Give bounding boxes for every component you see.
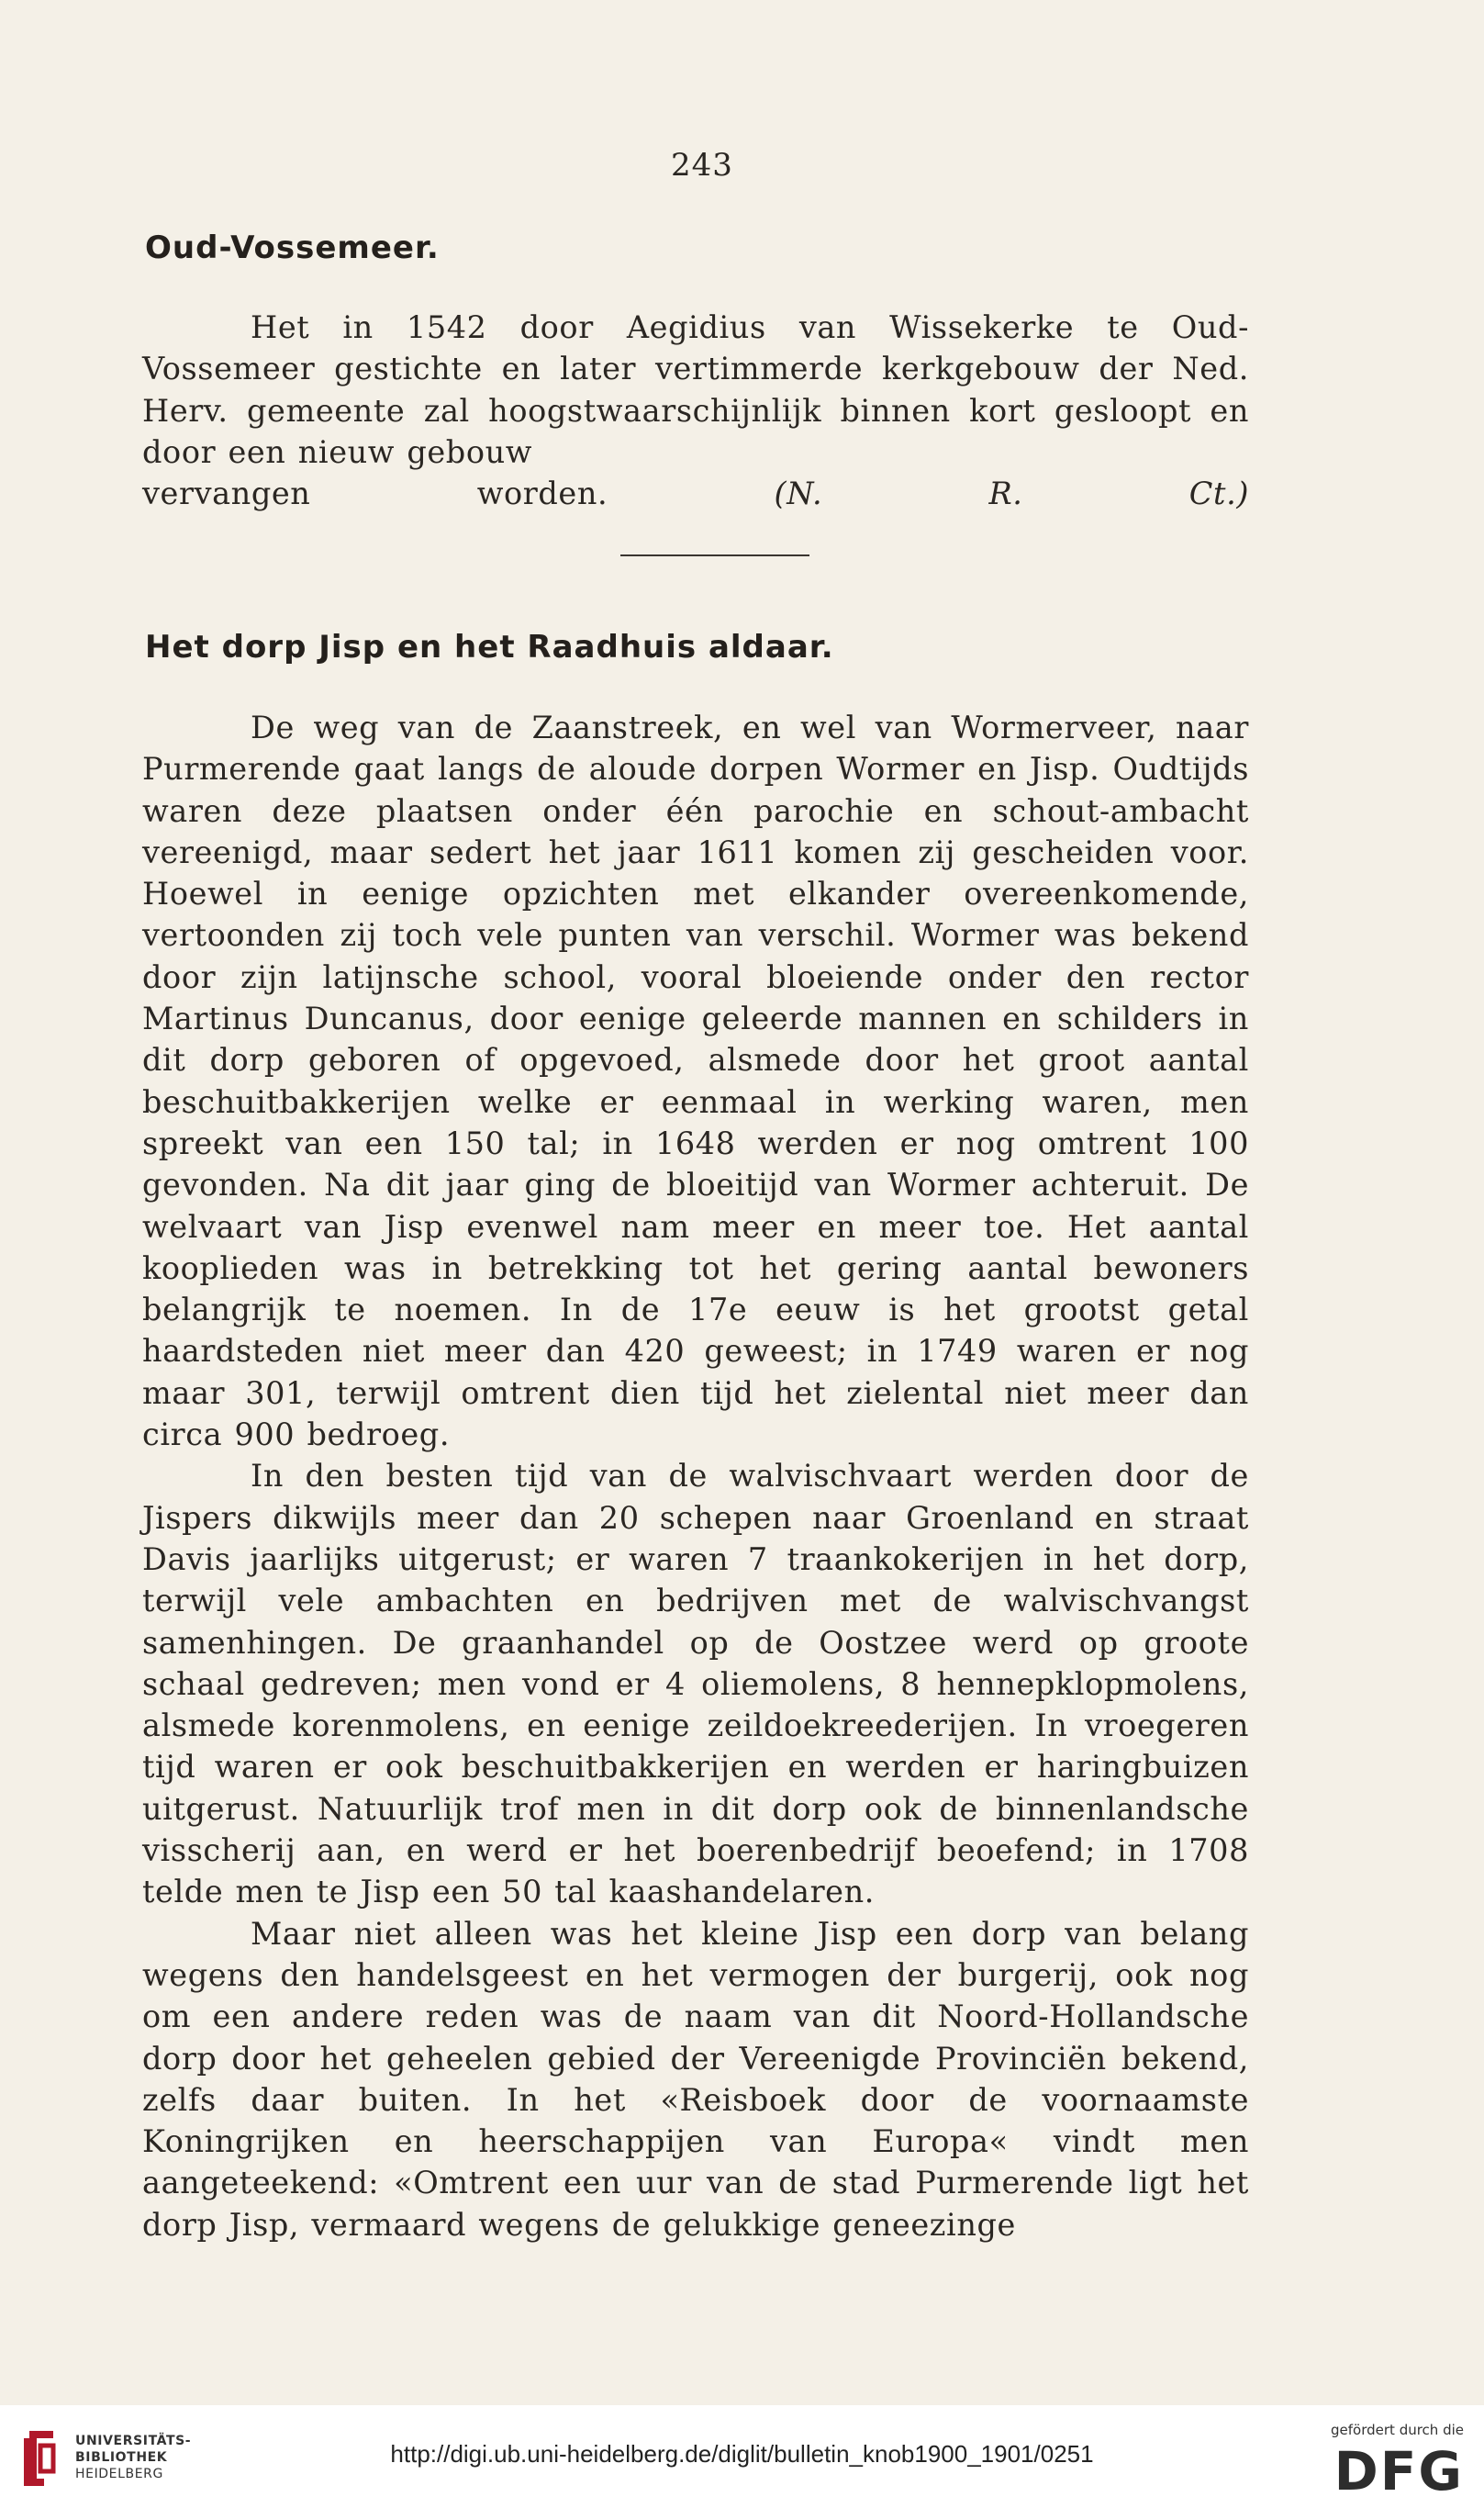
section-title-jisp: Het dorp Jisp en het Raadhuis aldaar.: [145, 629, 834, 666]
section-divider: [620, 554, 809, 556]
section-body-jisp: [142, 707, 1249, 2245]
paragraph: In den besten tijd van de walvischvaart werden door de Jispers dikwijls meer dan 20 schepen naar Groenland en straat Davis jaarlijks uitgerust; er waren 7 traankokerijen in het dorp, terwijl vele ambachten en bedrijven met de walvischvangst samenhingen. De graanhandel op de Oostzee werd op groote schaal gedreven; men vond er 4 oliemolens, 8 hennepklopmolens, alsmede korenmolens, en eenige zeildoekreederijen. In vroegeren tijd waren er ook beschuitbakkerijen en werden er haringbuizen uitgerust. Natuurlijk trof men in dit dorp ook de binnenlandsche visscherij aan, en werd er het boerenbedrijf beoefend; in 1708 telde men te Jisp een 50 tal kaashandelaren.: [142, 1458, 1249, 1910]
paragraph: De weg van de Zaanstreek, en wel van Wormerveer, naar Purmerende gaat langs de aloude dorpen Wormer en Jisp. Oudtijds waren deze plaatsen onder één parochie en schout-ambacht vereenigd, maar sedert het jaar 1611 komen zij gescheiden voor. Hoewel in eenige opzichten met elkander overeenkomende, vertoonden zij toch vele punten van verschil. Wormer was bekend door zijn latijnsche school, vooral bloeiende onder den rector Martinus Duncanus, door eenige geleerde mannen en schilders in dit dorp geboren of opgevoed, alsmede door het groot aantal beschuitbakkerijen welke er eenmaal in werking waren, men spreekt van een 150 tal; in 1648 werden er nog omtrent 100 gevonden. Na dit jaar ging de bloeitijd van Wormer achteruit. De welvaart van Jisp evenwel nam meer en meer toe. Het aantal kooplieden was in betrekking tot het gering aantal bewoners belangrijk te noemen. In de 17e eeuw is het grootst getal haardsteden niet meer dan 420 geweest; in 1749 waren er nog maar 301, terwijl omtrent dien tijd het zielental niet meer dan circa 900 bedroeg.: [142, 710, 1249, 1453]
paragraph: [142, 307, 1249, 473]
library-name-line: HEIDELBERG: [75, 2467, 163, 2481]
paragraph-last-line: vervangen worden.: [142, 476, 608, 512]
document-url-link[interactable]: http://digi.ub.uni-heidelberg.de/diglit/bulletin_knob1900_1901/0251: [390, 2440, 1094, 2468]
source-signature: (N. R. Ct.): [774, 476, 1249, 512]
section-title-oud-vossemeer: Oud-Vossemeer.: [145, 230, 440, 266]
footer-bar: [0, 2405, 1484, 2508]
paragraph-text: Het in 1542 door Aegidius van Wissekerke te Oud-Vossemeer gestichte en later vertimmerde kerkgebouw der Ned. Herv. gemeente zal hoogstwaarschijnlijk binnen kort gesloopt en door een nieuw gebouw: [142, 309, 1249, 470]
page-number: 243: [671, 147, 733, 184]
dfg-logo: DFG: [1333, 2440, 1464, 2502]
signature-line: [142, 473, 1249, 514]
library-name-line: BIBLIOTHEK: [75, 2450, 168, 2465]
library-name-line: UNIVERSITÄTS-: [75, 2434, 192, 2448]
section-body-oud-vossemeer: [142, 307, 1249, 514]
paragraph: Maar niet alleen was het kleine Jisp een dorp van belang wegens den handelsgeest en het vermogen der burgerij, ook nog om een andere reden was de naam van dit Noord-Hollandsche dorp door het geheelen gebied der Vereenigde Provinciën bekend, zelfs daar buiten. In het «Reisboek door de voornaamste Koningrijken en heerschappijen van Europa« vindt men aangeteekend: «Omtrent een uur van de stad Purmerende ligt het dorp Jisp, vermaard wegens de gelukkige geneezinge: [142, 1915, 1249, 2243]
funding-caption: gefördert durch die: [1331, 2422, 1464, 2438]
